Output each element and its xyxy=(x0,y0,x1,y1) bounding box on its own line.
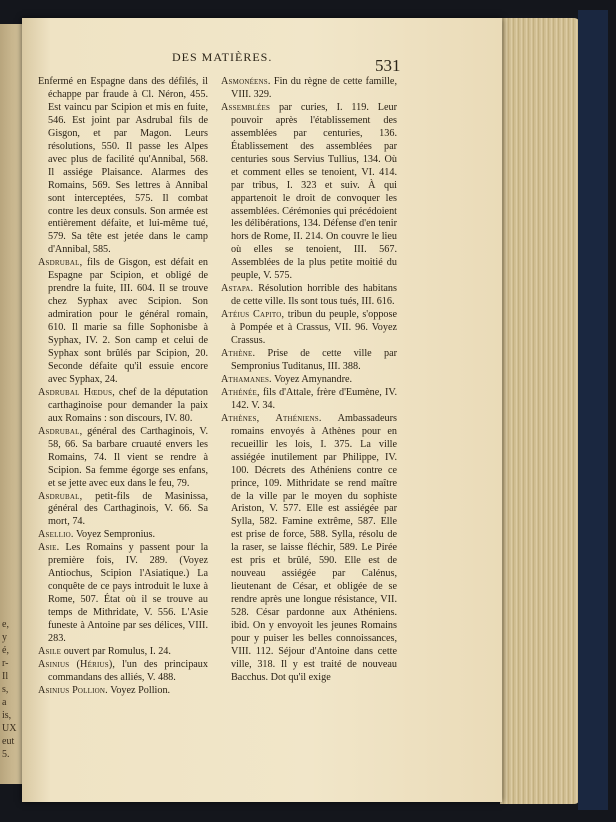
margin-fragment: é, xyxy=(2,645,9,656)
index-entry: Asmonéens. Fin du règne de cette famille, VIII. 329. xyxy=(221,76,397,100)
previous-page-edge xyxy=(0,24,24,784)
margin-fragment: Il xyxy=(2,671,9,682)
right-column xyxy=(221,76,397,685)
index-entry: Athène. Prise de cette ville par Sempronius Tuditanus, III. 388. xyxy=(221,348,397,372)
index-entry: Asinius (Hérius), l'un des principaux commandans des alliés, V. 488. xyxy=(38,658,208,683)
margin-fragment: is, xyxy=(2,710,12,721)
index-entry: Astapa. Résolution horrible des habitans de cette ville. Ils sont tous tués, III. 616. xyxy=(221,283,397,308)
index-entry: Athénée, fils d'Attale, frère d'Eumène, IV. 142. V. 34. xyxy=(221,386,397,411)
index-entry: Athamanes. Voyez Amynandre. xyxy=(221,373,353,385)
margin-fragment: r- xyxy=(2,658,9,669)
index-entry: Atéius Capito, tribun du peuple, s'oppose à Pompée et à Crassus, VII. 96. Voyez Crassus. xyxy=(221,309,397,347)
margin-fragment: eut xyxy=(2,736,15,747)
running-head: DES MATIÈRES. xyxy=(172,50,273,64)
margin-fragment: e, xyxy=(2,619,9,630)
index-entry: Athènes, Athéniens. Ambassadeurs romains envoyés à Athènes pour en recueillir les lois, I. 375. La ville assiégée inutilement par Philippe, IV. 100. Décrets des Athéniens contre ce prince, 109. Mithridate se rend maître de la ville par le moyen du sophiste Ariston, V. 577. Elle est assiégée par Sylla, 582. Famine extrême, 587. Elle est prise de force, 588. Sylla, résolu de la raser, se laisse fléchir, 589. Le Pirée est pris et brûlé, 590. Elle est de nouveau assiégée par Calénus, lieutenant de César, et obligée de se rendre après une longue résistance, VII. 528. César pardonne aux Athéniens. ibid. On y envoyoit les jeunes Romains pour y puiser les belles connoissances, VIII. 112. Séjour d'Antoine dans cette ville, 318. Il y est traité de nouveau Bacchus. Dot qu'il exige xyxy=(221,412,397,683)
page-header xyxy=(22,34,502,75)
margin-fragment: a xyxy=(2,697,7,708)
index-entry: Asdrubal, fils de Gisgon, est défait en Espagne par Scipion, et obligé de prendre la fuite, III. 604. Il se trouve chez Syphax avec Scipion. Son admiration pour le général romain, 610. Il marie sa fille Sophonisbe à Syphax, IV. 2. Son camp et celui de Syphax sont brûlés par Scipion, 20. Seconde défaite qu'il essuie encore avec Syphax, 24. xyxy=(38,257,208,385)
index-entry: Asinius Pollion. Voyez Pollion. xyxy=(38,684,171,696)
book-cover xyxy=(578,10,608,810)
index-entry: Asellio. Voyez Sempronius. xyxy=(38,529,156,541)
index-entry: Asie. Les Romains y passent pour la première fois, IV. 289. (Voyez Antiochus, Scipion l'Asiatique.) La conquête de ce pays introduit le luxe à Rome, 507. État où il se trouve au temps de Mithridate, V. 556. L'Asie funeste à Antoine par ses délices, VIII. 283. xyxy=(38,542,208,644)
margin-fragment: 5. xyxy=(2,749,10,760)
index-entry: Enfermé en Espagne dans des défilés, il échappe par fraude à Cl. Néron, 455. Est vaincu par Scipion et mis en fuite, 546. Est joint par Asdrubal fils de Gisgon, et par Magon. Leurs résolutions, 550. Il passe les Alpes avec plus de facilité qu'Annibal, 568. Il assiége Plaisance. Alarmes des Romains, 569. Ses lettres à Annibal sont interceptées, 575. Il combat contre les deux consuls. Son armée est entièrement défaite, et lui-même tué, 579. Sa tête est jetée dans le camp d'Annibal, 585. xyxy=(38,76,208,256)
margin-fragment: s, xyxy=(2,684,9,695)
margin-fragment: y xyxy=(2,632,7,643)
margin-fragment: UX xyxy=(2,723,17,734)
index-entry: Assemblées par curies, I. 119. Leur pouvoir après l'établissement des assemblées par centuries, 136. Établissement des assemblées par centuries sous Servius Tullius, 134. Où et comment elles se tenoient, VI. 414. par tribus, I. 323 et suiv. À qui appartenoit le droit de convoquer les assemblées. Cérémonies qui précédoient les délibérations, 134. Défense d'en tenir hors de Rome, II. 214. On couvre le lieu où elles se tenoient, III. 567. Assemblées de la plus petite moitié du peuple, V. 575. xyxy=(221,101,397,282)
index-entry: Asdrubal, général des Carthaginois, V. 58, 66. Sa barbare cruauté envers les Romains, 74. Il vient se rendre à Scipion. Sa femme égorge ses enfans, et se jette avec eux dans le feu, 79. xyxy=(38,425,208,489)
index-entry: Asdrubal Hœdus, chef de la députation carthaginoise pour demander la paix aux Romains : son discours, IV. 80. xyxy=(38,386,208,424)
page-block-edges xyxy=(500,18,580,804)
page-number: 531 xyxy=(375,56,401,75)
left-column xyxy=(38,76,208,698)
index-entry: Asdrubal, petit-fils de Masinissa, général des Carthaginois, V. 66. Sa mort, 74. xyxy=(38,490,208,528)
index-entry: Asile ouvert par Romulus, I. 24. xyxy=(38,645,171,657)
